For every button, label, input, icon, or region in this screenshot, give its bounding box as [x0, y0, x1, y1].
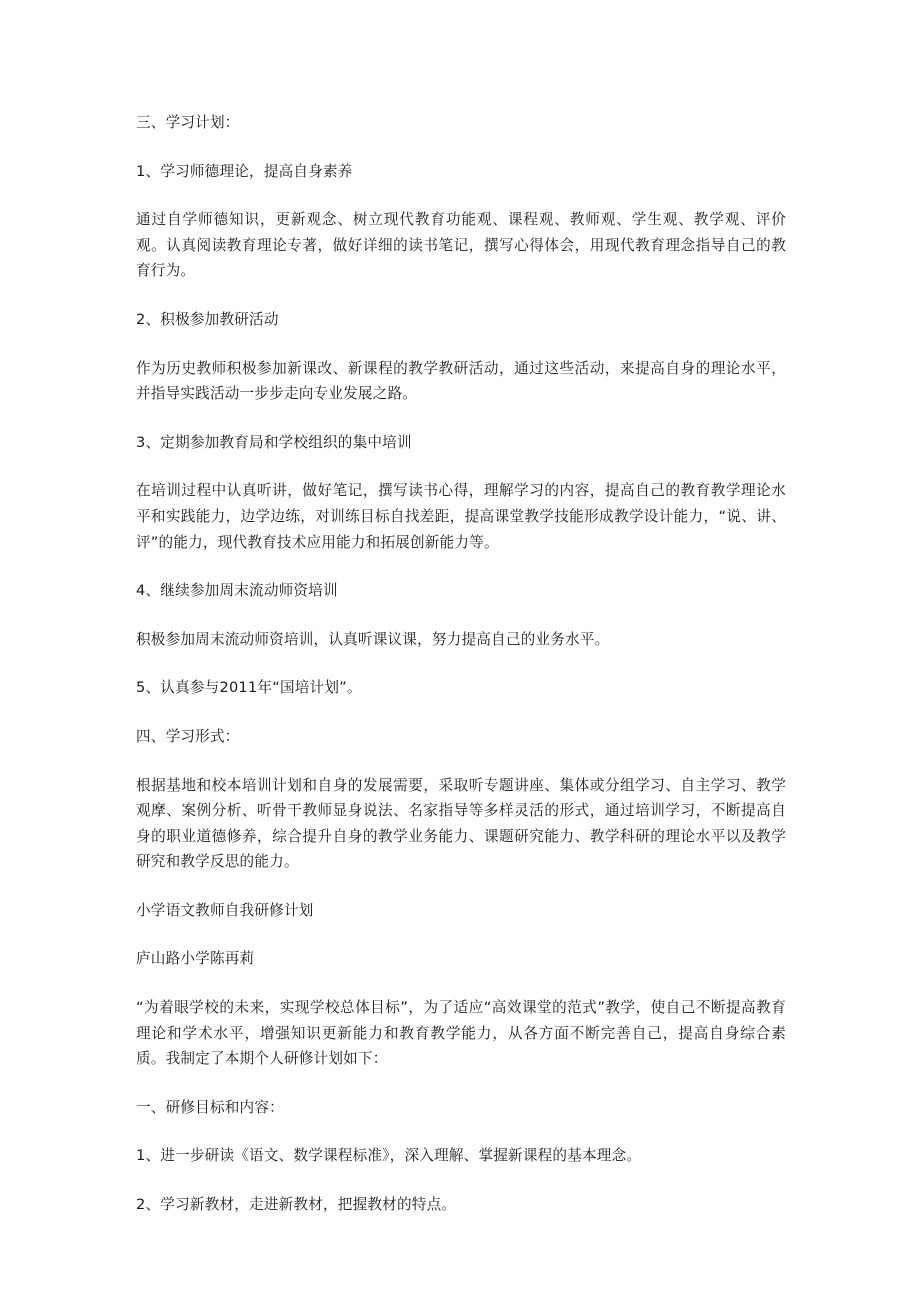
document-body	[136, 110, 786, 1218]
paragraph-3: 在培训过程中认真听讲，做好笔记，撰写读书心得，理解学习的内容，提高自己的教育教学理论水平和实践能力，边学边练，对训练目标自找差距，提高课堂教学技能形成教学设计能力，“说、讲、评”的能力，现代教育技术应用能力和拓展创新能力等。	[136, 482, 786, 551]
goal-item-2: 2、学习新教材，走进新教材，把握教材的特点。	[136, 1196, 457, 1214]
item-heading-2: 2、积极参加教研活动	[136, 310, 279, 328]
item-heading-1: 1、学习师德理论，提高自身素养	[136, 162, 353, 180]
item-heading-4: 4、继续参加周末流动师资培训	[136, 582, 338, 600]
paragraph-6: “为着眼学校的未来，实现学校总体目标”，为了适应“高效课堂的范式”教学，使自己不断提高教育理论和学术水平，增强知识更新能力和教育教学能力，从各方面不断完善自己，提高自身综合素质。我制定了本期个人研修计划如下：	[136, 999, 786, 1068]
section-heading-study-plan: 三、学习计划：	[136, 114, 240, 131]
goal-item-1: 1、进一步研读《语文、数学课程标准》，深入理解、掌握新课程的基本理念。	[136, 1147, 642, 1165]
author-line: 庐山路小学陈再莉	[136, 950, 255, 968]
item-heading-3: 3、定期参加教育局和学校组织的集中培训	[136, 433, 412, 451]
item-heading-5: 5、认真参与2011年“国培计划”。	[136, 679, 362, 697]
paragraph-2: 作为历史教师积极参加新课改、新课程的教学教研活动，通过这些活动，来提高自身的理论水平，并指导实践活动一步步走向专业发展之路。	[136, 359, 786, 403]
section-heading-goals: 一、研修目标和内容：	[136, 1098, 284, 1116]
paragraph-4: 积极参加周末流动师资培训，认真听课议课，努力提高自己的业务水平。	[136, 630, 610, 648]
paragraph-1: 通过自学师德知识，更新观念、树立现代教育功能观、课程观、教师观、学生观、教学观、评价观。认真阅读教育理论专著，做好详细的读书笔记，撰写心得体会，用现代教育理念指导自己的教育行为。	[136, 211, 786, 280]
document-title: 小学语文教师自我研修计划	[136, 901, 314, 919]
paragraph-5: 根据基地和校本培训计划和自身的发展需要，采取听专题讲座、集体或分组学习、自主学习、教学观摩、案例分析、听骨干教师显身说法、名家指导等多样灵活的形式，通过培训学习，不断提高自身的职业道德修养，综合提升自身的教学业务能力、课题研究能力、教学科研的理论水平以及教学研究和教学反思的能力。	[136, 776, 786, 871]
section-heading-study-form: 四、学习形式：	[136, 727, 240, 745]
